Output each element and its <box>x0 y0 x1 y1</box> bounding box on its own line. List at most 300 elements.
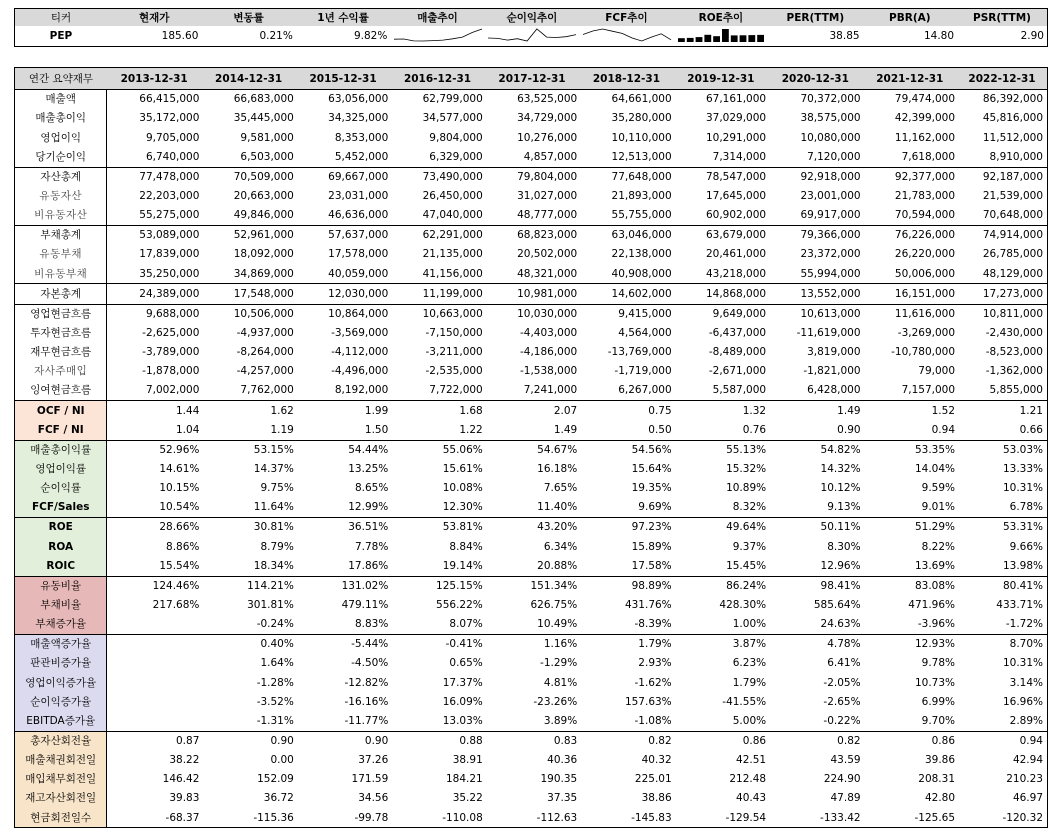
roe-bar <box>731 35 738 42</box>
table-cell: 171.59 <box>351 773 389 786</box>
table-cell: 19.14% <box>442 559 483 572</box>
table-cell: 17,645,000 <box>705 190 767 203</box>
table-cell: 3.14% <box>957 673 1047 692</box>
table-cell: 9.37% <box>732 540 767 553</box>
table-cell: 42.80 <box>924 792 956 805</box>
table-cell: -8,264,000 <box>236 346 294 359</box>
row-label: 영업현금흐름 <box>15 304 107 324</box>
roe-bar <box>705 35 712 42</box>
table-cell: 9.01% <box>921 501 956 514</box>
table-cell: 10.31% <box>957 479 1047 498</box>
table-cell: -1,538,000 <box>519 365 578 378</box>
table-cell: 48,777,000 <box>517 209 578 222</box>
table-cell: 22,138,000 <box>611 248 672 261</box>
table-cell: -3,211,000 <box>425 346 483 359</box>
table-cell: 30.81% <box>201 518 295 538</box>
table-cell: -1,878,000 <box>142 365 200 378</box>
table-cell: 23,001,000 <box>800 190 861 203</box>
table-cell: 301.81% <box>247 598 294 611</box>
year-header: 2013-12-31 <box>107 68 201 90</box>
table-cell: 8.83% <box>354 618 389 631</box>
table-cell: 8,353,000 <box>334 131 389 144</box>
table-cell: 53.15% <box>201 440 295 460</box>
table-cell: 53,089,000 <box>107 225 201 245</box>
table-cell: 6,267,000 <box>618 384 672 397</box>
table-row <box>15 401 1048 421</box>
table-cell: 4.78% <box>768 634 862 654</box>
table-cell: 64,661,000 <box>579 90 673 110</box>
table-cell: 36.51% <box>296 518 390 538</box>
table-cell: 52,961,000 <box>201 225 295 245</box>
table-cell: 54.44% <box>296 440 390 460</box>
table-cell: 38,575,000 <box>800 112 861 125</box>
table-row <box>15 264 1048 284</box>
header-return-1y: 1년 수익률 <box>296 9 390 27</box>
table-row <box>15 109 1048 128</box>
table-cell: -110.08 <box>390 808 484 828</box>
table-row <box>15 304 1048 324</box>
table-row <box>15 751 1048 770</box>
roe-bar <box>687 38 694 42</box>
table-cell: 0.90 <box>837 423 861 436</box>
table-cell: 16.96% <box>957 692 1047 711</box>
table-cell: 17.58% <box>631 559 672 572</box>
table-cell: 17,839,000 <box>139 248 200 261</box>
table-cell: 43.59 <box>830 754 861 767</box>
table-cell: 17,578,000 <box>328 248 389 261</box>
table-cell: -41.55% <box>722 695 767 708</box>
table-cell: 7,314,000 <box>712 150 767 163</box>
table-cell: 0.90 <box>201 731 295 751</box>
summary-table <box>14 8 1048 47</box>
year-header: 2018-12-31 <box>579 68 673 90</box>
table-cell: 16.09% <box>442 695 483 708</box>
table-cell: 80.41% <box>957 576 1047 596</box>
row-label: 유동자산 <box>15 187 107 206</box>
table-cell: 53.35% <box>863 440 957 460</box>
table-cell: 69,917,000 <box>800 209 861 222</box>
table-cell: -5.44% <box>296 634 390 654</box>
table-cell: 0.87 <box>107 731 201 751</box>
table-cell: 9,649,000 <box>674 304 768 324</box>
table-cell: 24,389,000 <box>107 284 201 304</box>
year-header: 2019-12-31 <box>674 68 768 90</box>
table-cell: 15.54% <box>159 559 200 572</box>
table-cell: 12.93% <box>863 634 957 654</box>
table-cell: 52.96% <box>107 440 201 460</box>
table-cell: -13,769,000 <box>607 346 672 359</box>
table-cell: 63,046,000 <box>579 225 673 245</box>
table-cell: 21,135,000 <box>422 248 483 261</box>
table-row <box>15 789 1048 808</box>
table-cell: 556.22% <box>436 598 483 611</box>
row-label: 순이익증가율 <box>15 692 107 711</box>
table-cell: 22,203,000 <box>139 190 200 203</box>
table-cell: 7,722,000 <box>429 384 483 397</box>
table-cell: 37.26 <box>358 754 389 767</box>
header-per: PER(TTM) <box>768 9 862 27</box>
table-cell: 8.22% <box>921 540 956 553</box>
row-label: 자산총계 <box>15 167 107 187</box>
table-cell: 15.32% <box>726 462 767 475</box>
table-cell: 40.32 <box>641 754 672 767</box>
table-cell: 28.66% <box>107 518 201 538</box>
table-cell: 37.35 <box>547 792 578 805</box>
table-cell: -12.82% <box>344 676 389 689</box>
table-cell: 15.61% <box>442 462 483 475</box>
table-cell: 26,450,000 <box>422 190 483 203</box>
table-cell: 190.35 <box>540 773 578 786</box>
table-cell: 47,040,000 <box>422 209 483 222</box>
table-cell: 83.08% <box>863 576 957 596</box>
table-cell: 9,705,000 <box>145 131 200 144</box>
net-income-sparkline <box>485 26 579 47</box>
table-cell: 10.15% <box>159 482 200 495</box>
table-cell: -8.39% <box>634 618 672 631</box>
fcf-trend-line <box>583 29 671 41</box>
table-cell: -120.32 <box>957 808 1047 828</box>
table-cell: 585.64% <box>813 598 861 611</box>
row-label: 재고자산회전일 <box>15 789 107 808</box>
table-cell: -2,535,000 <box>425 365 483 378</box>
row-label: 당기순이익 <box>15 147 107 167</box>
table-cell: -6,437,000 <box>708 327 767 339</box>
table-cell: 15.64% <box>631 462 672 475</box>
table-cell: 49.64% <box>674 518 768 538</box>
table-cell: 12,513,000 <box>611 150 672 163</box>
table-cell: 2.07 <box>485 401 579 421</box>
table-cell: 208.31 <box>918 773 956 786</box>
table-cell: -4,186,000 <box>519 346 578 359</box>
price-value: 185.60 <box>107 26 201 47</box>
table-cell: 2.93% <box>638 657 672 670</box>
table-cell: 3,819,000 <box>807 346 861 359</box>
table-cell: 63,525,000 <box>485 90 579 110</box>
table-cell: -1.28% <box>256 676 294 689</box>
psr-value: 2.90 <box>957 26 1047 47</box>
table-cell: 60,902,000 <box>705 209 767 222</box>
table-cell: 131.02% <box>296 576 390 596</box>
table-row <box>15 324 1048 343</box>
table-cell: 1.19 <box>270 423 294 436</box>
table-cell: 479.11% <box>341 598 389 611</box>
table-cell: 92,187,000 <box>957 167 1047 187</box>
fcf-sparkline <box>579 26 673 47</box>
table-cell: -1.31% <box>256 714 294 727</box>
table-cell: 62,799,000 <box>390 90 484 110</box>
table-row <box>15 284 1048 304</box>
table-cell: 10,080,000 <box>800 131 861 144</box>
table-cell: 8.65% <box>354 482 389 495</box>
ticker-value: PEP <box>15 26 107 47</box>
table-cell: -2,430,000 <box>957 324 1047 343</box>
table-cell <box>107 615 201 635</box>
row-label: 자본총계 <box>15 284 107 304</box>
table-cell: -2,671,000 <box>708 365 767 378</box>
table-cell: 12.96% <box>820 559 861 572</box>
row-label: 영업이익증가율 <box>15 673 107 692</box>
table-row <box>15 187 1048 206</box>
table-row <box>15 808 1048 828</box>
table-cell: 1.04 <box>176 423 200 436</box>
table-cell: 1.50 <box>364 423 389 436</box>
table-row <box>15 770 1048 789</box>
table-row <box>15 362 1048 381</box>
table-cell: 16.18% <box>537 462 578 475</box>
table-cell: 217.68% <box>152 598 200 611</box>
table-cell: 42.94 <box>957 751 1047 770</box>
table-cell: 53.03% <box>957 440 1047 460</box>
table-cell: 7,618,000 <box>901 150 956 163</box>
table-row <box>15 420 1048 440</box>
table-cell: 433.71% <box>957 596 1047 615</box>
table-cell: 8.84% <box>449 540 483 553</box>
year-header: 2022-12-31 <box>957 68 1047 90</box>
table-cell: 0.66 <box>957 420 1047 440</box>
table-cell: -4,937,000 <box>236 327 294 339</box>
table-cell: 471.96% <box>908 598 956 611</box>
row-label: 매출총이익 <box>15 109 107 128</box>
table-cell: 8.32% <box>732 501 767 514</box>
table-cell: 10,981,000 <box>485 284 579 304</box>
header-change: 변동률 <box>201 9 295 27</box>
table-row <box>15 440 1048 460</box>
table-cell: 8.30% <box>827 540 861 553</box>
table-cell: -112.63 <box>485 808 579 828</box>
table-row <box>15 479 1048 498</box>
table-row <box>15 654 1048 673</box>
table-cell: 1.68 <box>390 401 484 421</box>
row-label: 투자현금흐름 <box>15 324 107 343</box>
table-cell: 1.49 <box>553 423 578 436</box>
row-label: FCF / NI <box>15 420 107 440</box>
header-price: 현재가 <box>107 9 201 27</box>
corner-label: 연간 요약재무 <box>15 68 107 90</box>
table-cell: -2.65% <box>823 695 861 708</box>
table-row <box>15 634 1048 654</box>
table-cell: 19.35% <box>631 482 672 495</box>
table-cell: 31,027,000 <box>517 190 578 203</box>
summary-value-row <box>15 26 1048 47</box>
row-label: 현금회전일수 <box>15 808 107 828</box>
table-cell: 53.31% <box>957 518 1047 538</box>
table-cell: 12,030,000 <box>296 284 390 304</box>
table-cell: 10.89% <box>726 482 767 495</box>
table-cell: 18,092,000 <box>233 248 294 261</box>
table-cell: -0.41% <box>390 634 484 654</box>
table-cell: 0.75 <box>579 401 673 421</box>
table-cell: 41,156,000 <box>422 267 483 280</box>
table-cell: 9,581,000 <box>240 131 294 144</box>
table-cell: 26,220,000 <box>894 248 956 261</box>
table-cell: 1.79% <box>732 676 767 689</box>
table-cell: 14.61% <box>159 462 200 475</box>
table-cell: 66,415,000 <box>107 90 201 110</box>
table-cell: 74,914,000 <box>957 225 1047 245</box>
table-cell: -129.54 <box>674 808 768 828</box>
year-header: 2017-12-31 <box>485 68 579 90</box>
table-cell: 9,804,000 <box>429 131 483 144</box>
table-cell: 9.66% <box>957 537 1047 556</box>
row-label: FCF/Sales <box>15 498 107 518</box>
table-cell: 39.86 <box>924 754 956 767</box>
table-cell: 86.24% <box>674 576 768 596</box>
table-cell: 70,372,000 <box>768 90 862 110</box>
table-cell: 10,811,000 <box>957 304 1047 324</box>
table-cell: 0.94 <box>931 423 956 436</box>
table-cell: -7,150,000 <box>425 327 483 339</box>
table-cell: 0.40% <box>201 634 295 654</box>
table-cell: 34,729,000 <box>517 112 578 125</box>
table-row <box>15 692 1048 711</box>
table-cell: 1.22 <box>459 423 483 436</box>
table-cell: 15.89% <box>631 540 672 553</box>
row-label: 매출액증가율 <box>15 634 107 654</box>
table-cell: 47.89 <box>830 792 861 805</box>
table-cell: -1.08% <box>634 714 672 727</box>
table-cell: 67,161,000 <box>674 90 768 110</box>
table-cell: 49,846,000 <box>233 209 294 222</box>
table-cell: 0.94 <box>957 731 1047 751</box>
table-cell: 6,740,000 <box>145 150 200 163</box>
table-cell: 4.81% <box>543 676 578 689</box>
table-cell: -0.24% <box>256 618 294 631</box>
table-cell: 14,868,000 <box>674 284 768 304</box>
table-cell: 146.42 <box>162 773 200 786</box>
revenue-sparkline <box>390 26 484 47</box>
table-cell: -145.83 <box>579 808 673 828</box>
table-cell: 210.23 <box>957 770 1047 789</box>
row-label: 매출총이익률 <box>15 440 107 460</box>
row-label: ROIC <box>15 556 107 576</box>
table-cell: 10,276,000 <box>517 131 578 144</box>
row-label: 총자산회전율 <box>15 731 107 751</box>
table-cell: -115.36 <box>201 808 295 828</box>
table-cell: 8.70% <box>957 634 1047 654</box>
table-cell: 12.99% <box>348 501 389 514</box>
table-row <box>15 225 1048 245</box>
table-cell: 26,785,000 <box>957 245 1047 264</box>
table-cell: 10.31% <box>957 654 1047 673</box>
table-cell: 10,506,000 <box>201 304 295 324</box>
table-cell: 124.46% <box>107 576 201 596</box>
table-cell: 34.56 <box>358 792 389 805</box>
table-cell: 8.86% <box>166 540 200 553</box>
table-cell: 79,804,000 <box>485 167 579 187</box>
table-cell: 20,502,000 <box>517 248 578 261</box>
table-cell: 6,503,000 <box>240 150 294 163</box>
table-cell: 38.86 <box>641 792 672 805</box>
table-cell: 17.37% <box>442 676 483 689</box>
header-net-income-trend: 순이익추이 <box>485 9 579 27</box>
table-cell: 36.72 <box>263 792 294 805</box>
table-cell: 55,994,000 <box>800 267 861 280</box>
table-cell: 1.62 <box>201 401 295 421</box>
table-cell: -4.50% <box>351 657 389 670</box>
row-label: 매출채권회전일 <box>15 751 107 770</box>
header-psr: PSR(TTM) <box>957 9 1047 27</box>
table-cell: 9.13% <box>827 501 861 514</box>
table-cell: -4,496,000 <box>331 365 389 378</box>
table-cell: 157.63% <box>624 695 672 708</box>
year-header: 2014-12-31 <box>201 68 295 90</box>
header-roe-trend: ROE추이 <box>674 9 768 27</box>
table-row <box>15 556 1048 576</box>
table-cell: 98.41% <box>768 576 862 596</box>
table-cell: 10,110,000 <box>611 131 672 144</box>
table-cell: 12.30% <box>442 501 483 514</box>
table-cell: -4,112,000 <box>331 346 389 359</box>
table-cell: 43.20% <box>485 518 579 538</box>
table-cell: 6.23% <box>732 657 767 670</box>
table-cell: 151.34% <box>485 576 579 596</box>
year-header: 2021-12-31 <box>863 68 957 90</box>
table-cell: 48,321,000 <box>517 267 578 280</box>
table-cell: 18.34% <box>253 559 294 572</box>
table-row <box>15 167 1048 187</box>
table-cell: 11.64% <box>253 501 294 514</box>
table-cell: 17,548,000 <box>201 284 295 304</box>
table-cell <box>107 692 201 711</box>
table-row <box>15 90 1048 110</box>
roe-bar <box>749 35 756 42</box>
table-cell: 17,273,000 <box>957 284 1047 304</box>
table-cell: 35,172,000 <box>139 112 200 125</box>
table-cell: 34,869,000 <box>233 267 294 280</box>
table-cell: 1.99 <box>296 401 390 421</box>
table-row <box>15 206 1048 226</box>
table-cell: -8,489,000 <box>708 346 767 359</box>
table-cell: 54.82% <box>768 440 862 460</box>
return-1y-value: 9.82% <box>296 26 390 47</box>
table-cell: 20.88% <box>537 559 578 572</box>
table-cell: 14.04% <box>914 462 956 475</box>
table-cell: 10,613,000 <box>768 304 862 324</box>
roe-bar <box>740 35 747 42</box>
table-cell: 6.78% <box>957 498 1047 518</box>
table-cell: 51.29% <box>863 518 957 538</box>
table-cell: -1,821,000 <box>803 365 861 378</box>
table-cell: -23.26% <box>533 695 578 708</box>
table-cell: 45,816,000 <box>957 109 1047 128</box>
table-cell: 224.90 <box>823 773 861 786</box>
table-row <box>15 518 1048 538</box>
table-cell: 10,864,000 <box>296 304 390 324</box>
row-label: 매입채무회전일 <box>15 770 107 789</box>
table-row <box>15 381 1048 401</box>
table-cell: 35,250,000 <box>139 267 200 280</box>
table-cell: 20,461,000 <box>705 248 767 261</box>
table-row <box>15 576 1048 596</box>
row-label: 부채증가율 <box>15 615 107 635</box>
table-cell: 10,291,000 <box>705 131 767 144</box>
table-cell: 0.50 <box>648 423 672 436</box>
table-row <box>15 460 1048 479</box>
table-cell: -4,257,000 <box>236 365 294 378</box>
table-cell: 6,428,000 <box>807 384 861 397</box>
table-cell: 21,539,000 <box>957 187 1047 206</box>
table-cell: 13.98% <box>957 556 1047 576</box>
table-cell: 10,030,000 <box>485 304 579 324</box>
table-cell <box>107 712 201 732</box>
table-cell: 14.32% <box>820 462 861 475</box>
row-label: ROE <box>15 518 107 538</box>
table-row <box>15 673 1048 692</box>
table-cell: 0.88 <box>390 731 484 751</box>
table-cell: 3.87% <box>674 634 768 654</box>
table-cell: 626.75% <box>530 598 578 611</box>
table-cell: -1.29% <box>540 657 578 670</box>
